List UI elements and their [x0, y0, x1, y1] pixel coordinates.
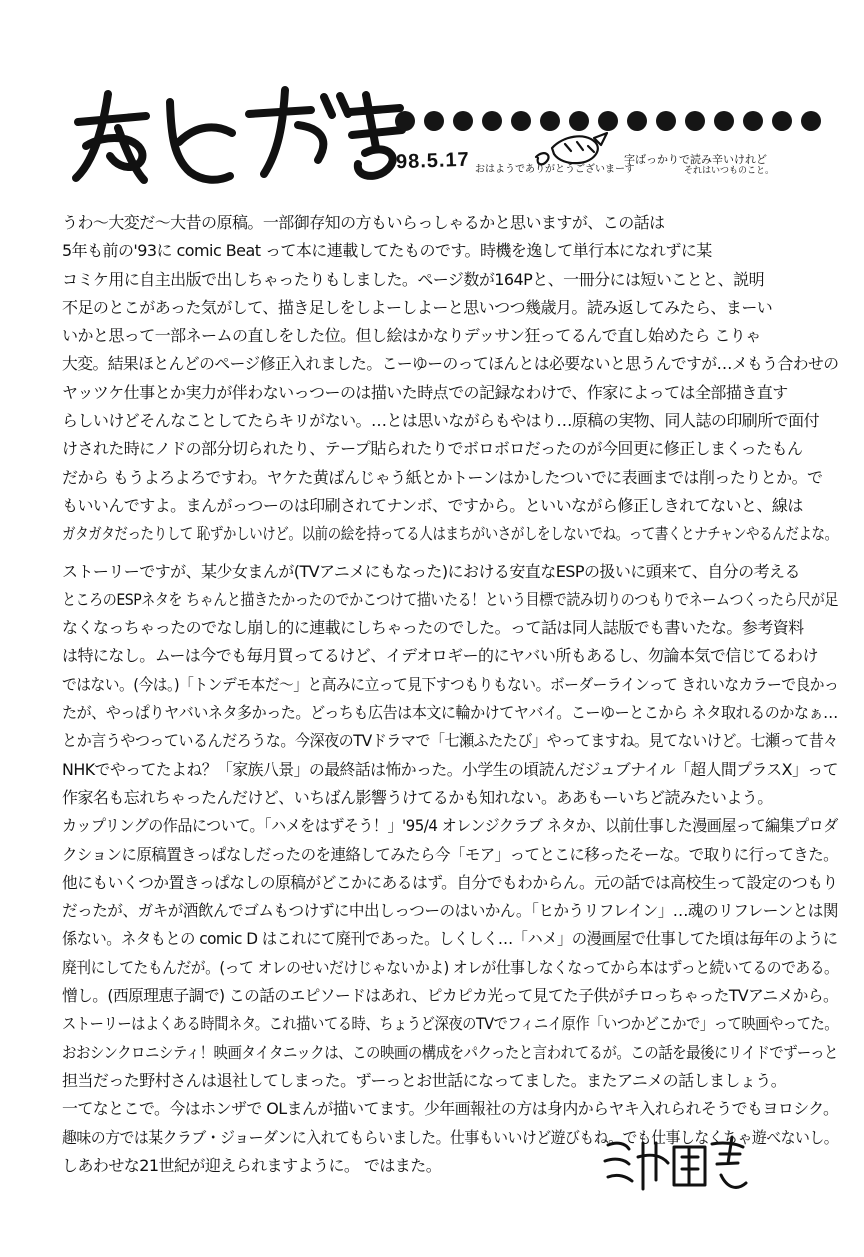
- body-line: 他にもいくつか置きっぱなしの原稿がどこかにあるはず。自分でもわからん。元の話では高校生って設定のつもり: [62, 872, 838, 892]
- body-line: らしいけどそんなことしてたらキリがない。…とは思いながらもやはり…原稿の実物、同人誌の印刷所で面付: [62, 411, 820, 431]
- body-line: ところのESPネタを ちゃんと描きたかったのでかこつけて描いたる！という目標で読み切りのつもりでネームつくったら尺が足: [62, 589, 838, 609]
- body-line: 一てなとこで。今はホンザで OLまんが描いてます。少年画報社の方は身内からヤキ入れられそうでもヨロシク。: [62, 1099, 839, 1119]
- body-line: とか言うやつっているんだろうな。今深夜のTVドラマで「七瀬ふたたび」やってますね。見てないけど。七瀬って昔々: [62, 731, 838, 751]
- body-line: もいいんですよ。まんがっつーのは印刷されてナンボ、ですから。といいながら修正しきれてないと、線は: [62, 495, 803, 515]
- body-line: 担当だった野村さんは退社してしまった。ずーっとお世話になってました。またアニメの話しましょう。: [62, 1070, 787, 1090]
- body-line: だったが、ガキが酒飲んでゴムもつけずに中出しっつーのはいかん。「ヒかうリフレイン」…魂のリフレーンとは関: [62, 901, 838, 921]
- body-line: 憎し。(西原理恵子調で) この話のエピソードはあれ、ピカピカ光って見てた子供がチロっちゃったTVアニメから。: [62, 986, 839, 1006]
- date-label: 98.5.17: [395, 148, 471, 174]
- body-line: ガタガタだったりして 恥ずかしいけど。以前の絵を持ってる人はまちがいさがしをしないでね。って書くとナチャンやるんだよな。: [62, 524, 838, 544]
- afterword-title: [66, 80, 406, 190]
- body-line: おおシンクロニシティ！映画タイタニックは、この映画の構成をパクったと言われてるが。この話を最後にリイドでずーっと: [62, 1042, 839, 1062]
- body-line: コミケ用に自主出版で出しちゃったりもしました。ページ数が164Pと、一冊分には短いことと、説明: [62, 269, 765, 289]
- side-note-small: それはいつものこと。: [684, 166, 775, 177]
- body-line: 不足のとこがあった気がして、描き足しをしよーしよーと思いつつ幾歳月。読み返してみたら、まーい: [62, 297, 773, 317]
- body-line: うわ〜大変だ〜大昔の原稿。一部御存知の方もいらっしゃるかと思いますが、この話は: [62, 213, 665, 232]
- body-line: NHKでやってたよね？「家族八景」の最終話は怖かった。小学生の頃読んだジュブナイル「超人間プラスX」って: [62, 759, 838, 779]
- handwritten-title-image: [66, 80, 406, 190]
- signature: [600, 1133, 750, 1197]
- body-line: は特になし。ムーは今でも毎月買ってるけど、イデオロギー的にヤバい所もあるし、勿論本気で信じてるわけ: [62, 646, 818, 666]
- body-line: 作家名も忘れちゃったんだけど、いちばん影響うけてるかも知れない。ああもーいちど読みたいよう。: [62, 787, 773, 807]
- body-line: ではない。(今は。)「トンデモ本だ〜」と高みに立って見下すつもりもない。ボーダーラインって きれいなカラーで良かっ: [62, 674, 839, 694]
- body-line: クションに原稿置きっぱなしだったのを連絡してみたら今「モア」ってとこに移ったそーな。で取りに行ってきた。: [62, 844, 839, 864]
- body-line: ヤッツケ仕事とか実力が伴わないっつーのは描いた時点での記録なわけで、作家によっては全部描き直す: [62, 382, 788, 402]
- morning-note: おはようでありがとうございまーす: [475, 164, 635, 175]
- body-line: ストーリーはよくある時間ネタ。これ描いてる時、ちょうど深夜のTVでフィニイ原作「いつかどこかで」って映画やってた。: [62, 1014, 839, 1034]
- body-line: いかと思って一部ネームの直しをした位。但し絵はかなりデッサン狂ってるんで直し始めたら こりゃ: [62, 326, 761, 346]
- body-line: 趣味の方では某クラブ・ジョーダンに入れてもらいました。仕事もいいけど遊びもね。でも仕事しなくちゃ遊べないし。: [62, 1127, 839, 1147]
- body-line: 大変。結果ほとんどのページ修正入れました。こーゆーのってほんとは必要ないと思うんですが…メもう合わせの: [62, 354, 839, 374]
- handwritten-signature-image: [600, 1133, 750, 1197]
- body-line: しあわせな21世紀が迎えられますように。 ではまた。: [62, 1155, 442, 1175]
- body-line: だから もうよろよろですわ。ヤケた黄ばんじゃう紙とかトーンはかしたついでに表画までは削ったりとか。で: [62, 467, 823, 487]
- body-line: 係ない。ネタもとの comic D はこれにて廃刊であった。しくしく…「ハメ」の漫画屋で仕事してた頃は毎年のように: [62, 929, 838, 949]
- cartoon-doodle-icon: [532, 128, 614, 170]
- body-line: 廃刊にしてたもんだが。(って オレのせいだけじゃないかよ) オレが仕事しなくなってから本はずっと続いてるのである。: [62, 957, 839, 977]
- afterword-body: [62, 209, 838, 1180]
- body-line: けされた時にノドの部分切られたり、テープ貼られたりでボロボロだったのが今回更に修正しまくったもん: [62, 439, 803, 459]
- body-line: なくなっちゃったのでなし崩し的に連載にしちゃったのでした。って話は同人誌版でも書いたな。参考資料: [62, 618, 804, 638]
- body-line: カップリングの作品について。「ハメをはずそう！」'95/4 オレンジクラブ ネタか、以前仕事した漫画屋って編集プロダ: [62, 816, 838, 836]
- body-line: ストーリーですが、某少女まんが(TVアニメにもなった)における安直なESPの扱いに頭来て、自分の考える: [62, 561, 800, 581]
- side-note: [624, 153, 849, 177]
- body-line: たが、やっぱりヤバいネタ多かった。どっちも広告は本文に輪かけてヤバイ。こーゆーとこから ネタ取れるのかなぁ…: [62, 703, 838, 723]
- side-note-main: 字ばっかりで読み辛いけれど: [624, 153, 767, 166]
- body-line: 5年も前の'93に comic Beat って本に連載してたものです。時機を逸して単行本になれずに某: [62, 241, 712, 261]
